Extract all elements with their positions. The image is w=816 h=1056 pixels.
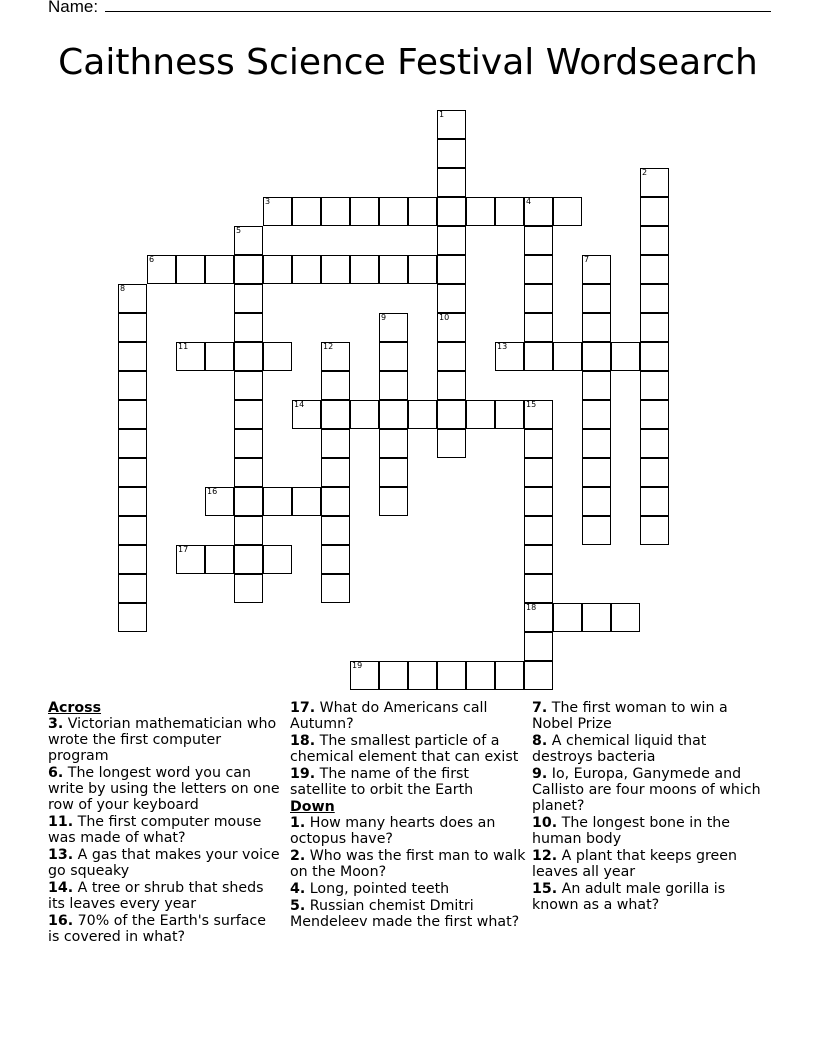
grid-cell[interactable] <box>582 255 611 284</box>
clue-number-19: 19 <box>352 661 363 670</box>
grid-cell[interactable] <box>263 255 292 284</box>
grid-cell[interactable] <box>524 632 553 661</box>
grid-cell[interactable] <box>582 284 611 313</box>
grid-cell[interactable] <box>640 342 669 371</box>
grid-cell[interactable] <box>118 429 147 458</box>
clue-text: Io, Europa, Ganymede and Callisto are four moons of which planet? <box>532 766 761 814</box>
clue-number: 3. <box>48 716 64 732</box>
clue-number: 18. <box>290 733 316 749</box>
grid-cell[interactable] <box>379 458 408 487</box>
clues-column-2 <box>290 700 526 931</box>
grid-cell[interactable] <box>553 603 582 632</box>
clue-number: 6. <box>48 765 64 781</box>
grid-cell[interactable] <box>582 400 611 429</box>
down-header: Down <box>290 799 335 815</box>
grid-cell[interactable] <box>524 458 553 487</box>
grid-cell[interactable] <box>147 255 176 284</box>
grid-cell[interactable] <box>234 516 263 545</box>
clue-text: The longest word you can write by using the letters on one row of your keyboard <box>48 765 280 813</box>
clue-number: 9. <box>532 766 548 782</box>
clue-number: 16. <box>48 913 74 929</box>
grid-cell[interactable] <box>437 197 466 226</box>
grid-cell[interactable] <box>321 545 350 574</box>
grid-cell[interactable] <box>640 313 669 342</box>
across-clue-3 <box>48 716 280 764</box>
clue-text: The smallest particle of a chemical element that can exist <box>290 733 519 765</box>
grid-cell[interactable] <box>321 429 350 458</box>
grid-cell[interactable] <box>118 284 147 313</box>
clue-text: A tree or shrub that sheds its leaves every year <box>48 880 264 912</box>
grid-cell[interactable] <box>495 661 524 690</box>
grid-cell[interactable] <box>321 255 350 284</box>
clue-number-9: 9 <box>381 313 387 322</box>
grid-cell[interactable] <box>234 458 263 487</box>
grid-cell[interactable] <box>350 197 379 226</box>
clue-number-18: 18 <box>526 603 537 612</box>
clue-number: 12. <box>532 848 558 864</box>
grid-cell[interactable] <box>437 429 466 458</box>
grid-cell[interactable] <box>379 400 408 429</box>
grid-cell[interactable] <box>292 487 321 516</box>
grid-cell[interactable] <box>495 197 524 226</box>
down-clue-4 <box>290 881 526 897</box>
grid-cell[interactable] <box>640 429 669 458</box>
grid-cell[interactable] <box>640 197 669 226</box>
grid-cell[interactable] <box>640 516 669 545</box>
grid-cell[interactable] <box>321 574 350 603</box>
grid-cell[interactable] <box>466 400 495 429</box>
grid-cell[interactable] <box>234 400 263 429</box>
across-clue-11 <box>48 814 280 846</box>
down-clue-7 <box>532 700 762 732</box>
grid-cell[interactable] <box>292 400 321 429</box>
grid-cell[interactable] <box>379 313 408 342</box>
grid-cell[interactable] <box>234 429 263 458</box>
grid-cell[interactable] <box>524 342 553 371</box>
down-clue-9 <box>532 766 762 814</box>
grid-cell[interactable] <box>524 255 553 284</box>
grid-cell[interactable] <box>321 400 350 429</box>
grid-cell[interactable] <box>437 255 466 284</box>
clue-number: 14. <box>48 880 74 896</box>
clue-number: 10. <box>532 815 558 831</box>
across-clue-17 <box>290 700 526 732</box>
grid-cell[interactable] <box>321 487 350 516</box>
across-clue-19 <box>290 766 526 798</box>
clue-number-5: 5 <box>236 226 242 235</box>
grid-cell[interactable] <box>640 371 669 400</box>
grid-cell[interactable] <box>553 342 582 371</box>
across-clue-14 <box>48 880 280 912</box>
clue-text: How many hearts does an octopus have? <box>290 815 496 847</box>
clue-number: 2. <box>290 848 306 864</box>
grid-cell[interactable] <box>118 342 147 371</box>
grid-cell[interactable] <box>640 400 669 429</box>
grid-cell[interactable] <box>524 429 553 458</box>
across-clue-16 <box>48 913 280 945</box>
grid-cell[interactable] <box>321 342 350 371</box>
grid-cell[interactable] <box>263 197 292 226</box>
clue-text: The first woman to win a Nobel Prize <box>532 700 728 732</box>
clue-number-16: 16 <box>207 487 218 496</box>
grid-cell[interactable] <box>118 458 147 487</box>
down-clue-1 <box>290 815 526 847</box>
grid-cell[interactable] <box>321 516 350 545</box>
grid-cell[interactable] <box>379 429 408 458</box>
grid-cell[interactable] <box>379 371 408 400</box>
grid-cell[interactable] <box>524 313 553 342</box>
grid-cell[interactable] <box>234 255 263 284</box>
grid-cell[interactable] <box>350 255 379 284</box>
clue-number: 1. <box>290 815 306 831</box>
grid-cell[interactable] <box>408 661 437 690</box>
grid-cell[interactable] <box>205 342 234 371</box>
grid-cell[interactable] <box>234 371 263 400</box>
grid-cell[interactable] <box>640 487 669 516</box>
grid-cell[interactable] <box>321 371 350 400</box>
grid-cell[interactable] <box>437 661 466 690</box>
grid-cell[interactable] <box>379 255 408 284</box>
grid-cell[interactable] <box>437 313 466 342</box>
grid-cell[interactable] <box>524 574 553 603</box>
grid-cell[interactable] <box>437 110 466 139</box>
grid-cell[interactable] <box>611 342 640 371</box>
grid-cell[interactable] <box>524 226 553 255</box>
grid-cell[interactable] <box>524 284 553 313</box>
clue-number: 4. <box>290 881 306 897</box>
grid-cell[interactable] <box>234 226 263 255</box>
clues-column-3 <box>532 700 762 914</box>
grid-cell[interactable] <box>118 603 147 632</box>
grid-cell[interactable] <box>437 400 466 429</box>
clue-number: 8. <box>532 733 548 749</box>
down-clue-15 <box>532 881 762 913</box>
clue-number-1: 1 <box>439 110 445 119</box>
down-clue-5 <box>290 898 526 930</box>
grid-cell[interactable] <box>524 516 553 545</box>
clue-number-17: 17 <box>178 545 189 554</box>
clue-number: 7. <box>532 700 548 716</box>
clue-text: Who was the first man to walk on the Moon? <box>290 848 526 880</box>
grid-cell[interactable] <box>495 342 524 371</box>
down-clue-8 <box>532 733 762 765</box>
grid-cell[interactable] <box>437 226 466 255</box>
grid-cell[interactable] <box>524 487 553 516</box>
grid-cell[interactable] <box>118 516 147 545</box>
grid-cell[interactable] <box>437 168 466 197</box>
clue-number: 11. <box>48 814 74 830</box>
clue-number-6: 6 <box>149 255 155 264</box>
grid-cell[interactable] <box>524 603 553 632</box>
clue-number: 15. <box>532 881 558 897</box>
grid-cell[interactable] <box>437 139 466 168</box>
clue-number-2: 2 <box>642 168 648 177</box>
clue-text: 70% of the Earth's surface is covered in what? <box>48 913 266 945</box>
grid-cell[interactable] <box>118 400 147 429</box>
clue-number: 5. <box>290 898 306 914</box>
clue-text: A plant that keeps green leaves all year <box>532 848 737 880</box>
grid-cell[interactable] <box>118 545 147 574</box>
grid-cell[interactable] <box>582 429 611 458</box>
grid-cell[interactable] <box>234 545 263 574</box>
grid-cell[interactable] <box>640 255 669 284</box>
grid-cell[interactable] <box>205 487 234 516</box>
clue-text: The first computer mouse was made of what? <box>48 814 262 846</box>
grid-cell[interactable] <box>350 661 379 690</box>
clue-number-8: 8 <box>120 284 126 293</box>
grid-cell[interactable] <box>640 168 669 197</box>
clue-number-11: 11 <box>178 342 189 351</box>
across-clue-6 <box>48 765 280 813</box>
grid-cell[interactable] <box>205 545 234 574</box>
across-clue-13 <box>48 847 280 879</box>
grid-cell[interactable] <box>640 284 669 313</box>
grid-cell[interactable] <box>234 574 263 603</box>
clue-number: 17. <box>290 700 316 716</box>
grid-cell[interactable] <box>118 371 147 400</box>
grid-cell[interactable] <box>118 487 147 516</box>
down-clue-2 <box>290 848 526 880</box>
grid-cell[interactable] <box>524 197 553 226</box>
grid-cell[interactable] <box>234 487 263 516</box>
grid-cell[interactable] <box>379 197 408 226</box>
grid-cell[interactable] <box>321 458 350 487</box>
grid-cell[interactable] <box>437 342 466 371</box>
clue-text: Victorian mathematician who wrote the first computer program <box>48 716 277 764</box>
clue-number: 19. <box>290 766 316 782</box>
grid-cell[interactable] <box>263 545 292 574</box>
clue-text: The longest bone in the human body <box>532 815 731 847</box>
grid-cell[interactable] <box>234 284 263 313</box>
clue-number-7: 7 <box>584 255 590 264</box>
grid-cell[interactable] <box>582 516 611 545</box>
clue-number-15: 15 <box>526 400 537 409</box>
grid-cell[interactable] <box>379 342 408 371</box>
grid-cell[interactable] <box>408 255 437 284</box>
clue-number-10: 10 <box>439 313 450 322</box>
grid-cell[interactable] <box>524 400 553 429</box>
grid-cell[interactable] <box>118 313 147 342</box>
clue-number-4: 4 <box>526 197 532 206</box>
grid-cell[interactable] <box>582 371 611 400</box>
grid-cell[interactable] <box>234 342 263 371</box>
grid-cell[interactable] <box>379 487 408 516</box>
grid-cell[interactable] <box>292 255 321 284</box>
down-clue-10 <box>532 815 762 847</box>
grid-cell[interactable] <box>176 545 205 574</box>
grid-cell[interactable] <box>524 545 553 574</box>
clue-text: Russian chemist Dmitri Mendeleev made the first what? <box>290 898 520 930</box>
grid-cell[interactable] <box>466 197 495 226</box>
clues-column-1 <box>48 700 280 946</box>
grid-cell[interactable] <box>176 255 205 284</box>
grid-cell[interactable] <box>234 313 263 342</box>
grid-cell[interactable] <box>408 197 437 226</box>
grid-cell[interactable] <box>582 458 611 487</box>
grid-cell[interactable] <box>582 342 611 371</box>
grid-cell[interactable] <box>466 661 495 690</box>
grid-cell[interactable] <box>379 661 408 690</box>
grid-cell[interactable] <box>176 342 205 371</box>
grid-cell[interactable] <box>321 197 350 226</box>
grid-cell[interactable] <box>582 487 611 516</box>
grid-cell[interactable] <box>292 197 321 226</box>
grid-cell[interactable] <box>408 400 437 429</box>
across-clue-18 <box>290 733 526 765</box>
grid-cell[interactable] <box>640 458 669 487</box>
clue-text: An adult male gorilla is known as a what? <box>532 881 726 913</box>
clue-number-12: 12 <box>323 342 334 351</box>
grid-cell[interactable] <box>611 603 640 632</box>
grid-cell[interactable] <box>205 255 234 284</box>
grid-cell[interactable] <box>350 400 379 429</box>
grid-cell[interactable] <box>640 226 669 255</box>
grid-cell[interactable] <box>437 284 466 313</box>
grid-cell[interactable] <box>582 603 611 632</box>
name-label: Name: <box>48 0 99 16</box>
page-title: Caithness Science Festival Wordsearch <box>58 42 758 83</box>
grid-cell[interactable] <box>524 661 553 690</box>
grid-cell[interactable] <box>263 487 292 516</box>
clue-text: A chemical liquid that destroys bacteria <box>532 733 707 765</box>
grid-cell[interactable] <box>495 400 524 429</box>
clue-text: The name of the first satellite to orbit the Earth <box>290 766 474 798</box>
clue-text: Long, pointed teeth <box>305 881 450 897</box>
grid-cell[interactable] <box>263 342 292 371</box>
clue-number: 13. <box>48 847 74 863</box>
grid-cell[interactable] <box>437 371 466 400</box>
down-clue-12 <box>532 848 762 880</box>
clue-number-14: 14 <box>294 400 305 409</box>
grid-cell[interactable] <box>582 313 611 342</box>
clue-text: What do Americans call Autumn? <box>290 700 488 732</box>
across-header: Across <box>48 700 102 716</box>
clue-number-13: 13 <box>497 342 508 351</box>
clue-text: A gas that makes your voice go squeaky <box>48 847 280 879</box>
grid-cell[interactable] <box>553 197 582 226</box>
grid-cell[interactable] <box>118 574 147 603</box>
clue-number-3: 3 <box>265 197 271 206</box>
